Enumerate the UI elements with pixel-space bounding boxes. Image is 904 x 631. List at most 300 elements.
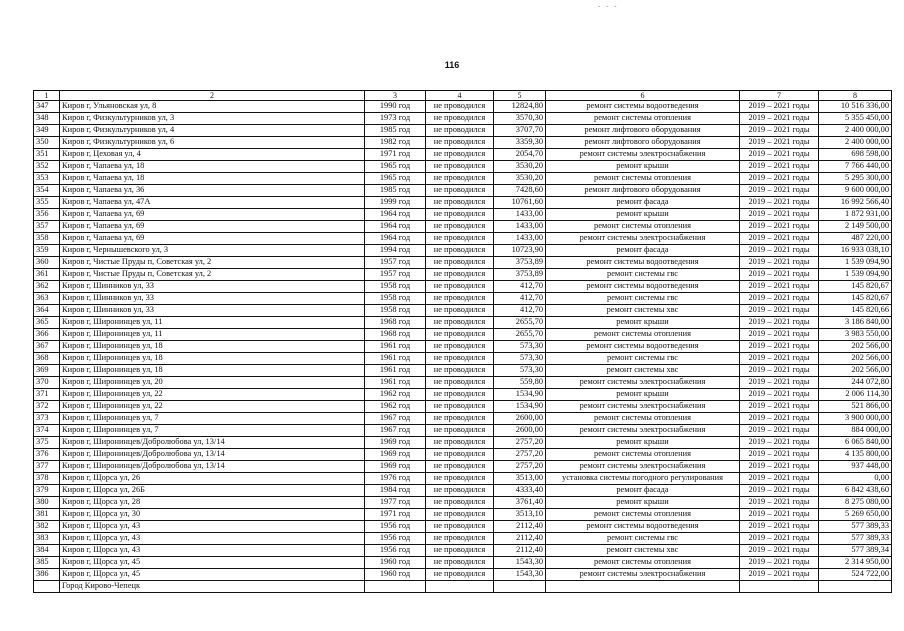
column-number-header xyxy=(34,91,892,101)
year-built-cell: 1967 год xyxy=(365,425,426,437)
column-header: 4 xyxy=(426,91,494,101)
year-built-cell: 1962 год xyxy=(365,401,426,413)
area-cell: 412,70 xyxy=(494,305,546,317)
previous-repair-cell: не проводился xyxy=(426,353,494,365)
row-number-cell: 365 xyxy=(34,317,60,329)
period-cell: 2019 – 2021 годы xyxy=(740,305,819,317)
address-cell: Киров г, Физкультурников ул, 3 xyxy=(60,113,365,125)
cost-cell: 145 820,67 xyxy=(819,281,892,293)
cost-cell: 8 275 080,00 xyxy=(819,497,892,509)
year-built-cell: 1999 год xyxy=(365,197,426,209)
work-type-cell: ремонт системы хвс xyxy=(546,545,740,557)
area-cell: 1433,00 xyxy=(494,233,546,245)
work-type-cell: ремонт системы отопления xyxy=(546,413,740,425)
work-type-cell: ремонт лифтового оборудования xyxy=(546,125,740,137)
previous-repair-cell: не проводился xyxy=(426,521,494,533)
year-built-cell: 1961 год xyxy=(365,377,426,389)
address-cell: Киров г, Щорса ул, 28 xyxy=(60,497,365,509)
table-row xyxy=(34,557,892,569)
previous-repair-cell: не проводился xyxy=(426,449,494,461)
row-number-cell: 366 xyxy=(34,329,60,341)
period-cell: 2019 – 2021 годы xyxy=(740,461,819,473)
address-cell: Киров г, Чапаева ул, 47А xyxy=(60,197,365,209)
address-cell: Киров г, Чернышевского ул, 3 xyxy=(60,245,365,257)
table-row xyxy=(34,257,892,269)
table-row xyxy=(34,545,892,557)
row-number-cell: 349 xyxy=(34,125,60,137)
period-cell: 2019 – 2021 годы xyxy=(740,173,819,185)
previous-repair-cell: не проводился xyxy=(426,161,494,173)
address-cell: Киров г, Широнинцев ул, 7 xyxy=(60,413,365,425)
row-number-cell: 368 xyxy=(34,353,60,365)
area-cell: 3513,10 xyxy=(494,509,546,521)
address-cell: Киров г, Чапаева ул, 69 xyxy=(60,221,365,233)
cost-cell: 3 900 000,00 xyxy=(819,413,892,425)
area-cell: 3753,89 xyxy=(494,257,546,269)
area-cell: 573,30 xyxy=(494,365,546,377)
row-number-cell: 355 xyxy=(34,197,60,209)
period-cell: 2019 – 2021 годы xyxy=(740,233,819,245)
table-row xyxy=(34,173,892,185)
address-cell: Киров г, Широнинцев/Добролюбова ул, 13/14 xyxy=(60,437,365,449)
work-type-cell: ремонт фасада xyxy=(546,197,740,209)
cost-cell: 202 566,00 xyxy=(819,353,892,365)
cost-cell: 884 000,00 xyxy=(819,425,892,437)
previous-repair-cell: не проводился xyxy=(426,137,494,149)
work-type-cell: ремонт системы отопления xyxy=(546,329,740,341)
address-cell: Киров г, Чапаева ул, 18 xyxy=(60,173,365,185)
previous-repair-cell: не проводился xyxy=(426,437,494,449)
area-cell: 559,80 xyxy=(494,377,546,389)
row-number-cell: 351 xyxy=(34,149,60,161)
address-cell: Киров г, Щорса ул, 43 xyxy=(60,533,365,545)
address-cell: Киров г, Щорса ул, 30 xyxy=(60,509,365,521)
year-built-cell: 1964 год xyxy=(365,233,426,245)
table-row xyxy=(34,221,892,233)
work-type-cell: ремонт крыши xyxy=(546,317,740,329)
previous-repair-cell: не проводился xyxy=(426,233,494,245)
work-type-cell: ремонт системы электроснабжения xyxy=(546,233,740,245)
cost-cell: 202 566,00 xyxy=(819,341,892,353)
area-cell: 412,70 xyxy=(494,293,546,305)
section-row xyxy=(34,581,892,593)
row-number-cell: 359 xyxy=(34,245,60,257)
row-number-cell: 378 xyxy=(34,473,60,485)
address-cell: Киров г, Шинников ул, 33 xyxy=(60,293,365,305)
area-cell: 2600,00 xyxy=(494,413,546,425)
year-built-cell: 1956 год xyxy=(365,545,426,557)
period-cell: 2019 – 2021 годы xyxy=(740,437,819,449)
year-built-cell: 1976 год xyxy=(365,473,426,485)
period-cell: 2019 – 2021 годы xyxy=(740,257,819,269)
table-row xyxy=(34,233,892,245)
period-cell: 2019 – 2021 годы xyxy=(740,545,819,557)
period-cell: 2019 – 2021 годы xyxy=(740,209,819,221)
table-row xyxy=(34,329,892,341)
column-header: 1 xyxy=(34,91,60,101)
table-row xyxy=(34,413,892,425)
table-row xyxy=(34,449,892,461)
period-cell: 2019 – 2021 годы xyxy=(740,401,819,413)
address-cell: Киров г, Широнинцев ул, 18 xyxy=(60,365,365,377)
table-body xyxy=(34,101,892,581)
row-number-cell: 374 xyxy=(34,425,60,437)
area-cell: 1433,00 xyxy=(494,221,546,233)
cost-cell: 698 598,00 xyxy=(819,149,892,161)
row-number-cell: 357 xyxy=(34,221,60,233)
table-row xyxy=(34,473,892,485)
work-type-cell: установка системы погодного регулирования xyxy=(546,473,740,485)
scan-artifact: - - - xyxy=(598,2,619,10)
column-header: 6 xyxy=(546,91,740,101)
work-type-cell: ремонт крыши xyxy=(546,209,740,221)
cost-cell: 1 539 094,90 xyxy=(819,257,892,269)
cost-cell: 16 992 566,40 xyxy=(819,197,892,209)
cost-cell: 3 186 840,00 xyxy=(819,317,892,329)
table-row xyxy=(34,113,892,125)
cost-cell: 16 933 038,10 xyxy=(819,245,892,257)
section-title: Город Кирово-Чепецк xyxy=(60,581,365,593)
row-number-cell: 367 xyxy=(34,341,60,353)
column-header: 8 xyxy=(819,91,892,101)
period-cell: 2019 – 2021 годы xyxy=(740,413,819,425)
cost-cell: 5 269 650,00 xyxy=(819,509,892,521)
table-row xyxy=(34,389,892,401)
table-row xyxy=(34,437,892,449)
work-type-cell: ремонт системы водоотведения xyxy=(546,281,740,293)
period-cell: 2019 – 2021 годы xyxy=(740,365,819,377)
address-cell: Киров г, Широнинцев ул, 11 xyxy=(60,329,365,341)
cost-cell: 2 314 950,00 xyxy=(819,557,892,569)
year-built-cell: 1985 год xyxy=(365,125,426,137)
table-row xyxy=(34,533,892,545)
year-built-cell: 1985 год xyxy=(365,185,426,197)
section-cell-empty xyxy=(819,581,892,593)
previous-repair-cell: не проводился xyxy=(426,113,494,125)
table-row xyxy=(34,341,892,353)
row-number-cell: 361 xyxy=(34,269,60,281)
previous-repair-cell: не проводился xyxy=(426,425,494,437)
year-built-cell: 1960 год xyxy=(365,569,426,581)
previous-repair-cell: не проводился xyxy=(426,101,494,113)
cost-cell: 487 220,00 xyxy=(819,233,892,245)
period-cell: 2019 – 2021 годы xyxy=(740,161,819,173)
work-type-cell: ремонт системы электроснабжения xyxy=(546,149,740,161)
cost-cell: 4 135 800,00 xyxy=(819,449,892,461)
previous-repair-cell: не проводился xyxy=(426,509,494,521)
previous-repair-cell: не проводился xyxy=(426,329,494,341)
address-cell: Киров г, Щорса ул, 45 xyxy=(60,557,365,569)
work-type-cell: ремонт крыши xyxy=(546,389,740,401)
work-type-cell: ремонт лифтового оборудования xyxy=(546,137,740,149)
area-cell: 2757,20 xyxy=(494,437,546,449)
period-cell: 2019 – 2021 годы xyxy=(740,341,819,353)
previous-repair-cell: не проводился xyxy=(426,485,494,497)
row-number-cell: 377 xyxy=(34,461,60,473)
period-cell: 2019 – 2021 годы xyxy=(740,269,819,281)
period-cell: 2019 – 2021 годы xyxy=(740,509,819,521)
row-number-cell: 353 xyxy=(34,173,60,185)
area-cell: 3707,70 xyxy=(494,125,546,137)
cost-cell: 1 872 931,00 xyxy=(819,209,892,221)
area-cell: 2655,70 xyxy=(494,329,546,341)
cost-cell: 2 400 000,00 xyxy=(819,125,892,137)
cost-cell: 1 539 094,90 xyxy=(819,269,892,281)
table-row xyxy=(34,161,892,173)
area-cell: 3761,40 xyxy=(494,497,546,509)
previous-repair-cell: не проводился xyxy=(426,401,494,413)
year-built-cell: 1982 год xyxy=(365,137,426,149)
period-cell: 2019 – 2021 годы xyxy=(740,557,819,569)
table-row xyxy=(34,365,892,377)
cost-cell: 6 842 438,60 xyxy=(819,485,892,497)
cost-cell: 6 065 840,00 xyxy=(819,437,892,449)
table-row xyxy=(34,269,892,281)
year-built-cell: 1958 год xyxy=(365,281,426,293)
work-type-cell: ремонт системы гвс xyxy=(546,353,740,365)
address-cell: Киров г, Чапаева ул, 69 xyxy=(60,233,365,245)
cost-cell: 577 389,33 xyxy=(819,521,892,533)
period-cell: 2019 – 2021 годы xyxy=(740,137,819,149)
row-number-cell: 382 xyxy=(34,521,60,533)
area-cell: 2600,00 xyxy=(494,425,546,437)
period-cell: 2019 – 2021 годы xyxy=(740,473,819,485)
address-cell: Киров г, Щорса ул, 26 xyxy=(60,473,365,485)
cost-cell: 524 722,00 xyxy=(819,569,892,581)
cost-cell: 577 389,33 xyxy=(819,533,892,545)
work-type-cell: ремонт системы отопления xyxy=(546,509,740,521)
year-built-cell: 1971 год xyxy=(365,509,426,521)
address-cell: Киров г, Широнинцев ул, 18 xyxy=(60,353,365,365)
year-built-cell: 1965 год xyxy=(365,173,426,185)
period-cell: 2019 – 2021 годы xyxy=(740,113,819,125)
year-built-cell: 1967 год xyxy=(365,413,426,425)
area-cell: 3530,20 xyxy=(494,173,546,185)
previous-repair-cell: не проводился xyxy=(426,281,494,293)
row-number-cell: 356 xyxy=(34,209,60,221)
section-cell-empty xyxy=(365,581,426,593)
address-cell: Киров г, Широнинцев/Добролюбова ул, 13/14 xyxy=(60,449,365,461)
year-built-cell: 1964 год xyxy=(365,221,426,233)
address-cell: Киров г, Щорса ул, 45 xyxy=(60,569,365,581)
row-number-cell: 354 xyxy=(34,185,60,197)
year-built-cell: 1969 год xyxy=(365,449,426,461)
year-built-cell: 1958 год xyxy=(365,305,426,317)
year-built-cell: 1977 год xyxy=(365,497,426,509)
period-cell: 2019 – 2021 годы xyxy=(740,377,819,389)
cost-cell: 0,00 xyxy=(819,473,892,485)
section-cell-empty xyxy=(494,581,546,593)
period-cell: 2019 – 2021 годы xyxy=(740,293,819,305)
cost-cell: 2 006 114,30 xyxy=(819,389,892,401)
work-type-cell: ремонт фасада xyxy=(546,245,740,257)
year-built-cell: 1962 год xyxy=(365,389,426,401)
period-cell: 2019 – 2021 годы xyxy=(740,497,819,509)
address-cell: Киров г, Шинников ул, 33 xyxy=(60,305,365,317)
row-number-cell: 370 xyxy=(34,377,60,389)
row-number-cell: 373 xyxy=(34,413,60,425)
cost-cell: 2 400 000,00 xyxy=(819,137,892,149)
address-cell: Киров г, Широнинцев ул, 22 xyxy=(60,389,365,401)
work-type-cell: ремонт системы гвс xyxy=(546,269,740,281)
cost-cell: 577 389,34 xyxy=(819,545,892,557)
address-cell: Киров г, Чистые Пруды п, Советская ул, 2 xyxy=(60,269,365,281)
previous-repair-cell: не проводился xyxy=(426,257,494,269)
previous-repair-cell: не проводился xyxy=(426,185,494,197)
year-built-cell: 1984 год xyxy=(365,485,426,497)
address-cell: Киров г, Широнинцев ул, 7 xyxy=(60,425,365,437)
row-number-cell: 376 xyxy=(34,449,60,461)
area-cell: 1433,00 xyxy=(494,209,546,221)
work-type-cell: ремонт системы электроснабжения xyxy=(546,425,740,437)
area-cell: 2112,40 xyxy=(494,533,546,545)
period-cell: 2019 – 2021 годы xyxy=(740,449,819,461)
work-type-cell: ремонт фасада xyxy=(546,485,740,497)
table-row xyxy=(34,509,892,521)
address-cell: Киров г, Чистые Пруды п, Советская ул, 2 xyxy=(60,257,365,269)
work-type-cell: ремонт системы электроснабжения xyxy=(546,569,740,581)
year-built-cell: 1965 год xyxy=(365,161,426,173)
table-row xyxy=(34,197,892,209)
address-cell: Киров г, Щорса ул, 26Б xyxy=(60,485,365,497)
row-number-cell: 347 xyxy=(34,101,60,113)
cost-cell: 7 766 440,00 xyxy=(819,161,892,173)
year-built-cell: 1968 год xyxy=(365,329,426,341)
area-cell: 7428,60 xyxy=(494,185,546,197)
period-cell: 2019 – 2021 годы xyxy=(740,221,819,233)
previous-repair-cell: не проводился xyxy=(426,473,494,485)
previous-repair-cell: не проводился xyxy=(426,293,494,305)
period-cell: 2019 – 2021 годы xyxy=(740,353,819,365)
address-cell: Киров г, Чапаева ул, 36 xyxy=(60,185,365,197)
cost-cell: 3 983 550,00 xyxy=(819,329,892,341)
table-row xyxy=(34,497,892,509)
row-number-cell: 358 xyxy=(34,233,60,245)
cost-cell: 145 820,67 xyxy=(819,293,892,305)
table-row xyxy=(34,305,892,317)
previous-repair-cell: не проводился xyxy=(426,545,494,557)
work-type-cell: ремонт системы отопления xyxy=(546,113,740,125)
row-number-cell: 362 xyxy=(34,281,60,293)
table-row xyxy=(34,209,892,221)
table-row xyxy=(34,353,892,365)
area-cell: 2112,40 xyxy=(494,521,546,533)
area-cell: 412,70 xyxy=(494,281,546,293)
registry-table xyxy=(33,90,892,593)
column-header: 2 xyxy=(60,91,365,101)
period-cell: 2019 – 2021 годы xyxy=(740,101,819,113)
area-cell: 1543,30 xyxy=(494,569,546,581)
previous-repair-cell: не проводился xyxy=(426,245,494,257)
cost-cell: 5 295 300,00 xyxy=(819,173,892,185)
previous-repair-cell: не проводился xyxy=(426,413,494,425)
period-cell: 2019 – 2021 годы xyxy=(740,425,819,437)
year-built-cell: 1973 год xyxy=(365,113,426,125)
cost-cell: 2 149 500,00 xyxy=(819,221,892,233)
work-type-cell: ремонт системы электроснабжения xyxy=(546,461,740,473)
work-type-cell: ремонт системы хвс xyxy=(546,305,740,317)
year-built-cell: 1994 год xyxy=(365,245,426,257)
row-number-cell: 369 xyxy=(34,365,60,377)
area-cell: 3570,30 xyxy=(494,113,546,125)
work-type-cell: ремонт системы гвс xyxy=(546,533,740,545)
previous-repair-cell: не проводился xyxy=(426,569,494,581)
period-cell: 2019 – 2021 годы xyxy=(740,185,819,197)
work-type-cell: ремонт системы водоотведения xyxy=(546,341,740,353)
column-header: 3 xyxy=(365,91,426,101)
address-cell: Киров г, Физкультурников ул, 6 xyxy=(60,137,365,149)
cost-cell: 9 600 000,00 xyxy=(819,185,892,197)
year-built-cell: 1990 год xyxy=(365,101,426,113)
year-built-cell: 1969 год xyxy=(365,461,426,473)
table-row xyxy=(34,317,892,329)
work-type-cell: ремонт системы отопления xyxy=(546,173,740,185)
work-type-cell: ремонт крыши xyxy=(546,161,740,173)
year-built-cell: 1958 год xyxy=(365,293,426,305)
previous-repair-cell: не проводился xyxy=(426,149,494,161)
year-built-cell: 1969 год xyxy=(365,437,426,449)
column-header: 5 xyxy=(494,91,546,101)
row-number-cell: 384 xyxy=(34,545,60,557)
area-cell: 3359,30 xyxy=(494,137,546,149)
address-cell: Киров г, Щорса ул, 43 xyxy=(60,545,365,557)
work-type-cell: ремонт лифтового оборудования xyxy=(546,185,740,197)
work-type-cell: ремонт системы хвс xyxy=(546,365,740,377)
area-cell: 1543,30 xyxy=(494,557,546,569)
previous-repair-cell: не проводился xyxy=(426,269,494,281)
year-built-cell: 1964 год xyxy=(365,209,426,221)
cost-cell: 937 448,00 xyxy=(819,461,892,473)
address-cell: Киров г, Широнинцев ул, 20 xyxy=(60,377,365,389)
section-cell-empty xyxy=(740,581,819,593)
work-type-cell: ремонт крыши xyxy=(546,437,740,449)
cost-cell: 145 820,66 xyxy=(819,305,892,317)
row-number-cell: 383 xyxy=(34,533,60,545)
address-cell: Киров г, Широнинцев ул, 22 xyxy=(60,401,365,413)
table-row xyxy=(34,521,892,533)
previous-repair-cell: не проводился xyxy=(426,125,494,137)
year-built-cell: 1957 год xyxy=(365,257,426,269)
table-row xyxy=(34,125,892,137)
work-type-cell: ремонт системы электроснабжения xyxy=(546,377,740,389)
row-number-cell: 381 xyxy=(34,509,60,521)
period-cell: 2019 – 2021 годы xyxy=(740,317,819,329)
previous-repair-cell: не проводился xyxy=(426,197,494,209)
period-cell: 2019 – 2021 годы xyxy=(740,533,819,545)
table-row xyxy=(34,425,892,437)
year-built-cell: 1961 год xyxy=(365,341,426,353)
row-number-cell: 348 xyxy=(34,113,60,125)
work-type-cell: ремонт крыши xyxy=(546,497,740,509)
section-cell-empty xyxy=(34,581,60,593)
table-row xyxy=(34,281,892,293)
cost-cell: 5 355 450,00 xyxy=(819,113,892,125)
area-cell: 2757,20 xyxy=(494,449,546,461)
year-built-cell: 1956 год xyxy=(365,521,426,533)
period-cell: 2019 – 2021 годы xyxy=(740,197,819,209)
address-cell: Киров г, Широнинцев ул, 18 xyxy=(60,341,365,353)
section-cell-empty xyxy=(546,581,740,593)
table-row xyxy=(34,185,892,197)
address-cell: Киров г, Широнинцев/Добролюбова ул, 13/14 xyxy=(60,461,365,473)
period-cell: 2019 – 2021 годы xyxy=(740,485,819,497)
address-cell: Киров г, Чапаева ул, 69 xyxy=(60,209,365,221)
period-cell: 2019 – 2021 годы xyxy=(740,389,819,401)
table-row xyxy=(34,461,892,473)
period-cell: 2019 – 2021 годы xyxy=(740,329,819,341)
previous-repair-cell: не проводился xyxy=(426,305,494,317)
address-cell: Киров г, Широнинцев ул, 11 xyxy=(60,317,365,329)
